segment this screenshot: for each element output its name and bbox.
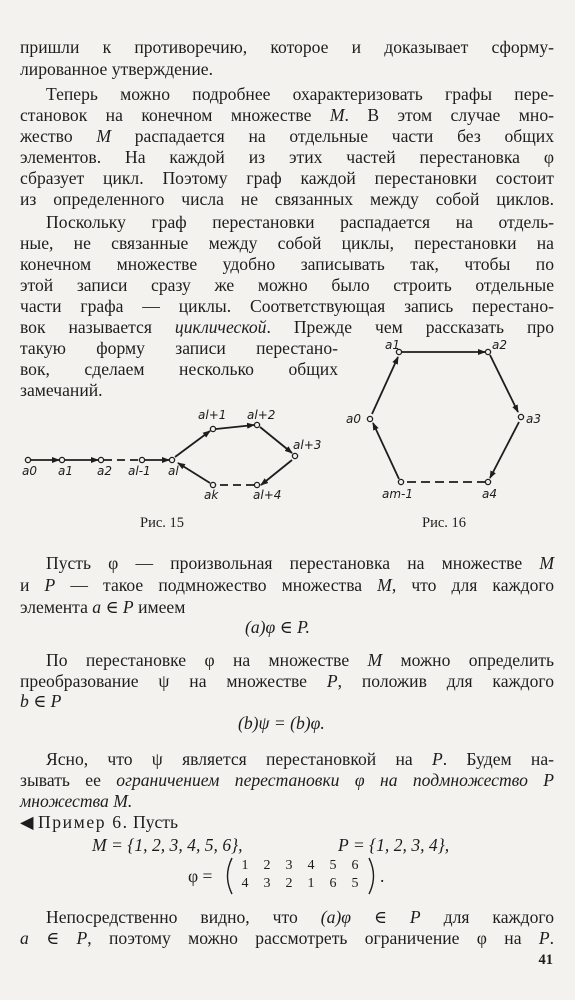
matrix-cell: 3 bbox=[263, 876, 271, 891]
vertex-label: al-1 bbox=[128, 464, 151, 478]
text-line bbox=[20, 770, 554, 790]
vertex bbox=[25, 457, 30, 462]
matrix-bottom-row bbox=[234, 876, 366, 892]
math-symbol: a ∈ P bbox=[20, 928, 88, 948]
text-line: части графа — циклы. Соответствующая запись перестано- bbox=[20, 296, 554, 316]
vertex-label: a3 bbox=[526, 412, 541, 426]
set-definition: M = {1, 2, 3, 4, 5, 6}, bbox=[92, 835, 243, 855]
text-line: Теперь можно подробнее охарактеризовать графы пере- bbox=[46, 84, 554, 104]
vertex-label: al+1 bbox=[198, 408, 227, 422]
text-line bbox=[20, 575, 554, 595]
math-symbol: M bbox=[377, 575, 392, 595]
example-title: Пример 6. bbox=[37, 812, 129, 832]
vertex-label: am-1 bbox=[382, 487, 414, 501]
text-span: Непосредственно видно, что bbox=[46, 907, 321, 927]
text-line: этой записи сразу же можно было строить отдельные bbox=[20, 275, 554, 295]
text-line: элементов. На каждой из этих частей перестановка φ bbox=[20, 147, 554, 167]
left-paren-icon bbox=[222, 857, 234, 895]
equation bbox=[338, 835, 449, 856]
text-line: лированное утверждение. bbox=[20, 59, 213, 79]
vertex bbox=[59, 457, 64, 462]
text-line bbox=[20, 317, 554, 337]
math-symbol: P bbox=[44, 575, 56, 595]
text-line: b ∈ P bbox=[20, 691, 62, 711]
text-line: такую форму записи перестано- bbox=[20, 338, 338, 358]
text-line bbox=[20, 671, 554, 691]
text-span: элемента bbox=[20, 597, 93, 617]
matrix-cell: 5 bbox=[351, 876, 359, 891]
text-line bbox=[46, 553, 554, 573]
text-line: ные, не связанные между собой циклы, перестановки на bbox=[20, 233, 554, 253]
text-span: вок называется bbox=[20, 317, 175, 337]
set-definition: P = {1, 2, 3, 4}, bbox=[338, 835, 450, 855]
vertex bbox=[254, 482, 259, 487]
vertex bbox=[98, 457, 103, 462]
vertex-label: al+4 bbox=[253, 488, 282, 502]
equation: (a)φ ∈ P. bbox=[245, 617, 310, 637]
vertex-label: al+3 bbox=[293, 438, 322, 452]
matrix-cell: 4 bbox=[241, 876, 249, 891]
vertex-label: a4 bbox=[482, 487, 497, 501]
right-paren-icon bbox=[367, 857, 379, 895]
text-line: множества M. bbox=[20, 791, 133, 811]
vertex bbox=[398, 479, 403, 484]
text-span: . Прежде чем рассказать про bbox=[266, 317, 554, 337]
edge-arrow bbox=[261, 460, 292, 485]
triangle-marker-icon: ◀ bbox=[20, 812, 34, 832]
text-span: . В этом случае мно- bbox=[344, 105, 554, 125]
vertex bbox=[254, 422, 259, 427]
matrix-cell: 2 bbox=[263, 858, 271, 873]
vertex-label: al+2 bbox=[247, 408, 276, 422]
text-span: . bbox=[549, 928, 554, 948]
text-line bbox=[46, 650, 554, 670]
text-span: Пусть φ — произвольная перестановка на множестве bbox=[46, 553, 540, 573]
text-line: сбразует цикл. Поэтому граф каждой перестановки состоит bbox=[20, 168, 554, 188]
vertex bbox=[367, 416, 372, 421]
edge-arrow bbox=[178, 463, 210, 483]
text-span: имеем bbox=[133, 597, 186, 617]
matrix-cell: 1 bbox=[241, 858, 249, 873]
matrix-period: . bbox=[380, 866, 385, 886]
text-span: Ясно, что ψ является перестановкой на bbox=[46, 749, 432, 769]
matrix-cell: 3 bbox=[285, 858, 293, 873]
vertex-label: a2 bbox=[492, 338, 507, 352]
vertex bbox=[485, 349, 490, 354]
text-span: и bbox=[20, 575, 45, 595]
math-symbol: a ∈ P bbox=[92, 597, 134, 617]
matrix-cell: 5 bbox=[329, 858, 337, 873]
math-symbol: P bbox=[326, 671, 338, 691]
text-line: из определенного числа не связанных между собой циклов. bbox=[20, 189, 554, 209]
matrix-cell: 4 bbox=[307, 858, 315, 873]
text-line bbox=[20, 597, 185, 617]
vertex bbox=[210, 426, 215, 431]
italic-term: циклической bbox=[174, 317, 267, 337]
page-number: 41 bbox=[538, 952, 553, 968]
example-heading bbox=[20, 812, 178, 832]
text-span: для каждого bbox=[420, 907, 554, 927]
text-span: Пусть bbox=[128, 812, 179, 832]
text-span: — такое подмножество множества bbox=[55, 575, 378, 595]
vertex bbox=[139, 457, 144, 462]
edge-arrow bbox=[490, 422, 519, 478]
text-span: , положив для каждого bbox=[337, 671, 555, 691]
matrix-cell: 2 bbox=[285, 876, 293, 891]
vertex bbox=[169, 457, 174, 462]
text-line bbox=[46, 749, 554, 769]
figure-15-caption: Рис. 15 bbox=[140, 515, 185, 531]
italic-term: ограничением перестановки φ на подмножество P bbox=[116, 770, 554, 790]
text-span: По перестановке φ на множестве bbox=[46, 650, 368, 670]
matrix-top-row bbox=[234, 858, 366, 874]
text-line bbox=[20, 126, 554, 146]
matrix-cell: 6 bbox=[351, 858, 359, 873]
math-symbol: P bbox=[431, 749, 443, 769]
vertex bbox=[210, 482, 215, 487]
text-span: можно определить bbox=[382, 650, 554, 670]
edge-arrow bbox=[175, 431, 210, 457]
vertex-label: a1 bbox=[58, 464, 73, 478]
text-line: замечаний. bbox=[20, 380, 103, 400]
phi-label: φ = bbox=[188, 866, 213, 886]
text-line: вок, сделаем несколько общих bbox=[20, 359, 338, 379]
math-symbol: P bbox=[538, 928, 550, 948]
text-line bbox=[46, 907, 554, 927]
figure-16-caption: Рис. 16 bbox=[422, 515, 467, 531]
edge-arrow bbox=[260, 427, 292, 453]
text-span: зывать ее bbox=[20, 770, 117, 790]
vertex bbox=[518, 414, 523, 419]
math-symbol: (a)φ ∈ P bbox=[320, 907, 421, 927]
math-symbol: M bbox=[539, 553, 554, 573]
edge-arrow bbox=[373, 423, 399, 479]
vertex-label: a1 bbox=[385, 338, 400, 352]
matrix-cell: 6 bbox=[329, 876, 337, 891]
vertex-label: a0 bbox=[346, 412, 361, 426]
text-line bbox=[20, 928, 554, 948]
text-span: , что для каждого bbox=[391, 575, 554, 595]
math-symbol: M bbox=[329, 105, 345, 125]
text-line: Поскольку граф перестановки распадается на отдель- bbox=[46, 212, 554, 232]
figure-15-graph bbox=[18, 405, 338, 505]
math-symbol: M bbox=[96, 126, 112, 146]
text-line: конечном множестве удобно записывать так, чтобы по bbox=[20, 254, 554, 274]
text-span: становок на конечном множестве bbox=[20, 105, 330, 125]
vertex-label: a0 bbox=[22, 464, 37, 478]
text-span: распадается на отдельные части без общих bbox=[111, 126, 554, 146]
vertex-label: ak bbox=[204, 488, 219, 502]
edge-arrow bbox=[372, 357, 398, 414]
vertex-label: al bbox=[168, 464, 179, 478]
matrix-cell: 1 bbox=[307, 876, 315, 891]
text-span: . Будем на- bbox=[442, 749, 554, 769]
text-line bbox=[20, 105, 554, 125]
text-span: преобразование ψ на множестве bbox=[20, 671, 327, 691]
text-span: , поэтому можно рассмотреть ограничение φ на bbox=[87, 928, 539, 948]
edge-arrow bbox=[490, 355, 518, 412]
vertex bbox=[292, 453, 297, 458]
text-span: жество bbox=[20, 126, 97, 146]
equation bbox=[92, 835, 243, 856]
vertex bbox=[485, 479, 490, 484]
vertex-label: a2 bbox=[97, 464, 112, 478]
equation: (b)ψ = (b)φ. bbox=[238, 713, 325, 733]
math-symbol: M bbox=[367, 650, 383, 670]
figure-16-graph bbox=[340, 335, 550, 510]
edge-arrow bbox=[216, 425, 254, 429]
text-line: пришли к противоречию, которое и доказывает сформу- bbox=[20, 37, 554, 57]
